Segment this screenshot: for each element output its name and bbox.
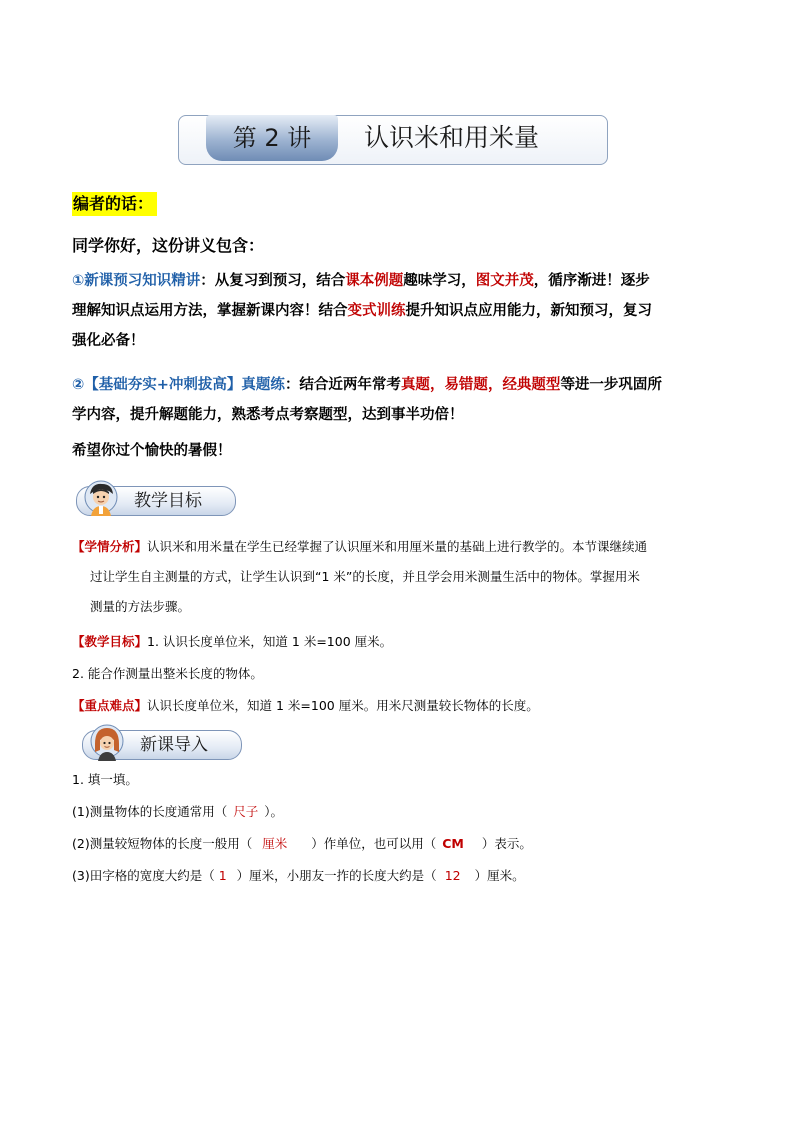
- highlight-red: 图文并茂: [475, 273, 534, 289]
- page-title: 认识米和用米量: [364, 123, 540, 152]
- text-segment: 趣味学习，: [403, 273, 476, 289]
- answer-2b: CM: [442, 836, 464, 851]
- answer-3b: 12: [444, 868, 461, 883]
- intro-item-2-line-2: 学内容，提升解题能力，熟悉考点考察题型，达到事半功倍！: [72, 407, 464, 423]
- analysis-line-3: 测量的方法步骤。: [90, 599, 191, 614]
- item-1-heading: 新课预习知识精讲: [84, 273, 201, 289]
- highlight-red: 真题: [400, 377, 430, 393]
- question-2: [72, 833, 532, 855]
- text-segment: 从复习到预习，结合: [214, 273, 346, 289]
- text-segment: ）厘米。: [474, 868, 525, 883]
- text-segment: (3)田字格的宽度大约是（: [72, 868, 215, 883]
- lecture-number: 第 2 讲: [232, 124, 312, 152]
- goal-line: [72, 631, 392, 653]
- title-banner: [178, 115, 608, 165]
- question-title: 1. 填一填。: [72, 772, 138, 787]
- intro-item-1-line-1: [72, 266, 732, 296]
- badge-title: 教学目标: [134, 491, 202, 511]
- text-segment: 理解知识点运用方法，掌握新课内容！结合: [72, 303, 348, 319]
- tag-goal: 【教学目标】: [72, 634, 148, 649]
- answer-1: 尺子: [233, 804, 259, 819]
- question-1: [72, 801, 283, 823]
- highlight-red: 课本例题: [345, 273, 404, 289]
- question-3: [72, 865, 525, 887]
- colon: ：: [200, 273, 215, 289]
- badge-title: 新课导入: [140, 735, 208, 755]
- text-segment: 1. 认识长度单位米，知道 1 米=100 厘米。: [147, 634, 393, 649]
- goal-line-2: 2. 能合作测量出整米长度的物体。: [72, 666, 263, 681]
- intro-item-1-line-3: 强化必备！: [72, 333, 145, 349]
- text-segment: ）。: [264, 804, 283, 819]
- text-segment: 认识长度单位米，知道 1 米=100 厘米。用米尺测量较长物体的长度。: [147, 698, 539, 713]
- tag-key-points: 【重点难点】: [72, 698, 148, 713]
- teacher-avatar-icon: [84, 480, 118, 518]
- section-badge-goals: [76, 486, 236, 518]
- section-badge-intro: [82, 730, 242, 762]
- separator: ，: [487, 377, 503, 393]
- answer-2a: 厘米: [262, 836, 288, 851]
- intro-item-2-line-1: [72, 370, 742, 400]
- text-segment: ，循序渐进！逐步: [533, 273, 650, 289]
- text-segment: 提升知识点应用能力，新知预习，复习: [405, 303, 652, 319]
- key-points-line: [72, 695, 539, 717]
- text-segment: ）作单位，也可以用（: [311, 836, 437, 851]
- text-segment: ）厘米，小朋友一拃的长度大约是（: [236, 868, 437, 883]
- student-avatar-icon: [90, 724, 124, 762]
- text-segment: ：结合近两年常考: [284, 377, 401, 393]
- intro-item-2: [72, 370, 742, 430]
- separator: ，: [429, 377, 445, 393]
- analysis-paragraph: [72, 536, 732, 618]
- highlight-red: 变式训练: [347, 303, 406, 319]
- circle-number-2: ②: [72, 377, 85, 393]
- text-segment: 认识米和用米量在学生已经掌握了认识厘米和用厘米量的基础上进行教学的。本节课继续通: [147, 539, 648, 554]
- tag-analysis: 【学情分析】: [72, 539, 148, 554]
- editor-label: 编者的话：: [72, 192, 157, 216]
- highlight-red: 易错题: [444, 377, 488, 393]
- item-2-heading: 【基础夯实+冲刺拔高】真题练: [84, 377, 285, 393]
- text-segment: (2)测量较短物体的长度一般用（: [72, 836, 253, 851]
- text-segment: ）表示。: [481, 836, 532, 851]
- analysis-line-1: [72, 536, 732, 558]
- analysis-line-2: 过让学生自主测量的方式，让学生认识到“1 米”的长度，并且学会用米测量生活中的物体。掌握用米: [90, 569, 640, 584]
- intro-item-1-line-2: [72, 296, 732, 326]
- text-segment: (1)测量物体的长度通常用（: [72, 804, 228, 819]
- answer-3a: 1: [218, 868, 227, 883]
- closing-text: 希望你过个愉快的暑假！: [72, 443, 232, 459]
- greeting-text: 同学你好，这份讲义包含：: [72, 236, 265, 255]
- text-segment: 等进一步巩固所: [560, 377, 662, 393]
- intro-item-1: [72, 266, 732, 356]
- highlight-red: 经典题型: [502, 377, 561, 393]
- circle-number-1: ①: [72, 273, 85, 289]
